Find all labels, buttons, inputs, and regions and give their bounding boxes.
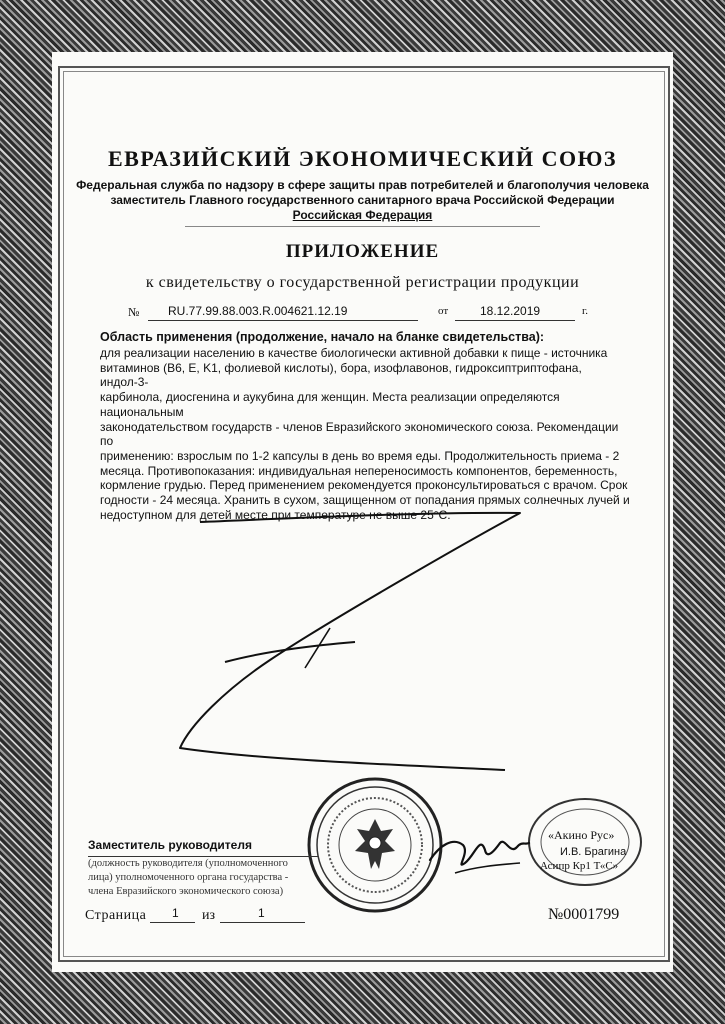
stamp-company-line2: Асипр Кр1 Т«С» xyxy=(540,860,619,872)
year-suffix: г. xyxy=(582,305,589,317)
body-line: витаминов (B6, E, K1, фолиевой кислоты), бора, изофлавонов, гидроксиптриптофана, индол-3- xyxy=(100,360,582,390)
page-label: Страница xyxy=(85,908,147,923)
body-line: недоступном для детей месте при температуре не выше 25°C. xyxy=(100,507,451,522)
certificate-number: RU.77.99.88.003.R.004621.12.19 xyxy=(168,304,348,318)
body-line: законодательством государств - членов Евразийского экономического союза. Рекомендации по xyxy=(100,419,619,449)
position-note-3: члена Евразийского экономического союза) xyxy=(88,886,284,897)
signer-title-underline xyxy=(88,856,318,857)
form-number: №0001799 xyxy=(548,906,620,923)
signature xyxy=(425,815,535,885)
position-note-1: (должность руководителя (уполномоченного xyxy=(88,858,288,869)
position-note-2: лица) уполномоченного органа государства - xyxy=(88,872,289,883)
union-title: ЕВРАЗИЙСКИЙ ЭКОНОМИЧЕСКИЙ СОЮЗ xyxy=(107,146,618,171)
page-number-underline xyxy=(150,922,195,923)
body-line: годности - 24 месяца. Хранить в сухом, защищенном от попадания прямых солнечных лучей и xyxy=(100,493,630,508)
page-total-underline xyxy=(220,922,305,923)
certificate-date: 18.12.2019 xyxy=(480,304,541,318)
page-total: 1 xyxy=(258,906,265,920)
number-label: № xyxy=(128,305,140,319)
body-line: карбинола, диосгенина и аукубина для женщин. Места реализации определяются национальным xyxy=(100,390,560,419)
signer-title: Заместитель руководителя xyxy=(88,838,252,852)
body-line: для реализации населению в качестве биологически активной добавки к пище - источника xyxy=(100,346,608,360)
stamp-company-name: «Акино Рус» xyxy=(548,828,615,842)
body-line: месяца. Противопоказания: индивидуальная непереносимость компонентов, беременность, xyxy=(100,463,618,478)
appendix-subtitle: к свидетельству о государственной регистрации продукции xyxy=(145,274,580,291)
agency-line-3: Российская Федерация xyxy=(292,208,433,222)
appendix-heading: ПРИЛОЖЕНИЕ xyxy=(285,241,440,262)
agency-line-2: заместитель Главного государственного санитарного врача Российской Федерации xyxy=(110,193,615,207)
official-seal xyxy=(305,775,445,915)
date-label: от xyxy=(438,305,449,317)
page-number: 1 xyxy=(172,906,179,920)
section-title: Область применения (продолжение, начало на бланке свидетельства): xyxy=(100,330,545,344)
agency-line-1: Федеральная служба по надзору в сфере защиты прав потребителей и благополучия человека xyxy=(76,178,649,192)
body-line: применению: взрослым по 1-2 капсулы в день во время еды. Продолжительность приема - 2 xyxy=(100,448,620,463)
signer-name: И.В. Брагина xyxy=(560,846,627,858)
body-line: кормление грудью. Перед применением рекомендуется проконсультироваться с врачом. Срок xyxy=(100,478,628,493)
of-label: из xyxy=(202,908,216,923)
